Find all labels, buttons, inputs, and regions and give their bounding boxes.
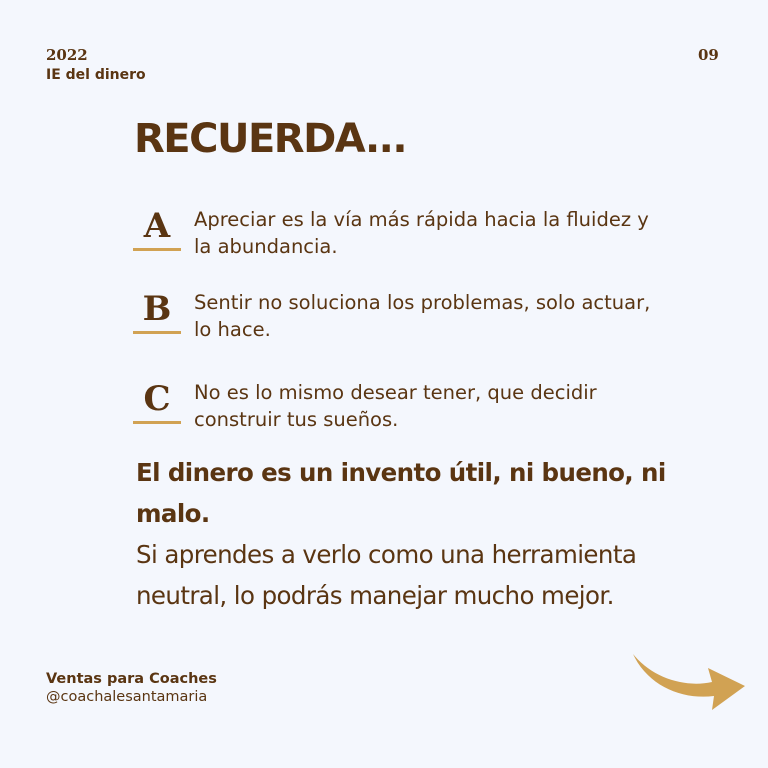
closing-message <box>136 452 696 616</box>
letter-underline <box>133 248 181 251</box>
item-letter: C <box>143 379 171 419</box>
series-subtitle: IE del dinero <box>46 67 146 83</box>
item-text: No es lo mismo desear tener, que decidir construir tus sueños. <box>194 381 597 431</box>
arrow-right-icon[interactable] <box>630 650 748 714</box>
list-item-a <box>132 208 692 278</box>
item-letter: B <box>142 289 172 329</box>
letter-underline <box>133 331 181 334</box>
page-title: RECUERDA... <box>134 116 407 162</box>
brand-name: Ventas para Coaches <box>46 671 217 687</box>
page-number: 09 <box>698 46 719 64</box>
closing-message-strong: El dinero es un invento útil, ni bueno, ni malo. <box>136 458 666 528</box>
closing-message-text: Si aprendes a verlo como una herramienta neutral, lo podrás manejar mucho mejor. <box>136 540 637 610</box>
letter-underline <box>133 421 181 424</box>
list-item-c <box>132 381 692 451</box>
item-letter: A <box>143 206 171 246</box>
social-handle: @coachalesantamaria <box>46 689 208 705</box>
year-label: 2022 <box>46 46 88 64</box>
list-item-b <box>132 291 692 361</box>
item-text: Sentir no soluciona los problemas, solo actuar, lo hace. <box>194 291 651 341</box>
item-text: Apreciar es la vía más rápida hacia la fluidez y la abundancia. <box>194 208 649 258</box>
